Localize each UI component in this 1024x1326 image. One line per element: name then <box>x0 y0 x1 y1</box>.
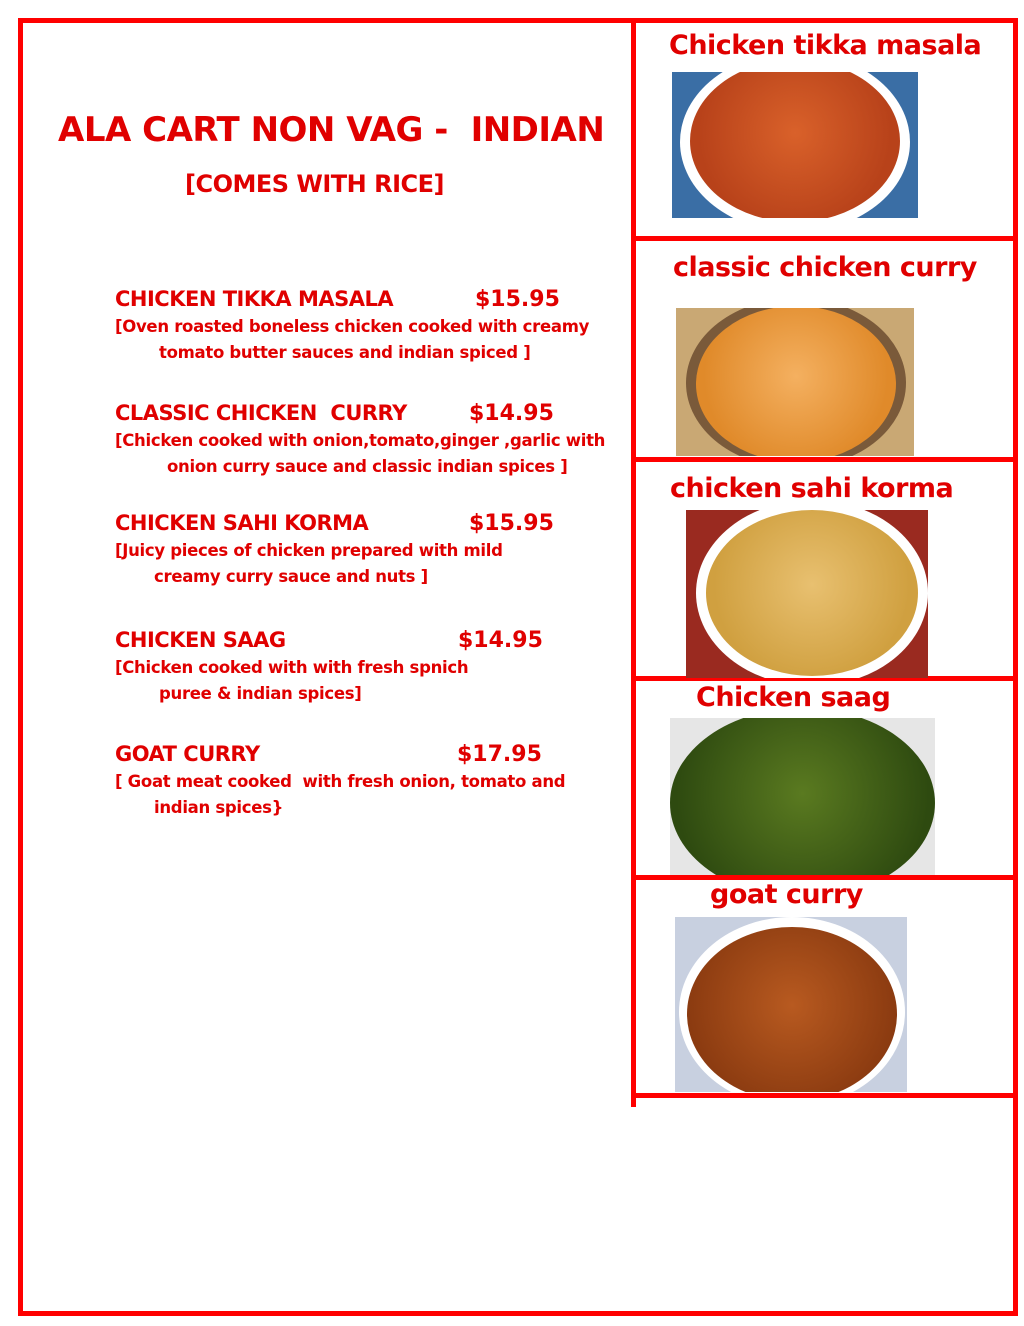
row-divider <box>633 457 1013 462</box>
dish-title: Chicken tikka masala <box>669 30 982 61</box>
menu-subtitle: [COMES WITH RICE] <box>185 170 445 198</box>
item-description: onion curry sauce and classic indian spices ] <box>167 457 568 476</box>
item-description: [Chicken cooked with with fresh spnich <box>115 658 469 677</box>
item-description: [Juicy pieces of chicken prepared with mild <box>115 541 503 560</box>
menu-item <box>115 628 595 707</box>
item-description: puree & indian spices] <box>159 684 362 703</box>
column-divider <box>631 18 636 1107</box>
dish-title: goat curry <box>710 879 863 910</box>
dish-photo <box>676 308 914 456</box>
dish-title: classic chicken curry <box>673 252 977 283</box>
menu-item <box>115 401 606 480</box>
item-name: CHICKEN TIKKA MASALA <box>115 287 394 311</box>
dish-title: chicken sahi korma <box>670 473 954 504</box>
menu-item <box>115 511 595 590</box>
dish-photo <box>672 72 918 218</box>
dish-title: Chicken saag <box>696 682 891 713</box>
item-name: CLASSIC CHICKEN CURRY <box>115 401 407 425</box>
item-price: $14.95 <box>469 401 554 426</box>
item-name: GOAT CURRY <box>115 742 260 766</box>
item-description: creamy curry sauce and nuts ] <box>154 567 428 586</box>
item-price: $17.95 <box>457 742 542 767</box>
row-divider <box>633 1093 1013 1098</box>
menu-item <box>115 742 595 821</box>
item-description: [Oven roasted boneless chicken cooked with creamy <box>115 317 590 336</box>
item-description: [ Goat meat cooked with fresh onion, tomato and <box>115 772 566 791</box>
dish-photo <box>675 917 907 1092</box>
menu-title: ALA CART NON VAG - INDIAN <box>58 110 605 150</box>
item-name: CHICKEN SAAG <box>115 628 286 652</box>
row-divider <box>633 236 1013 241</box>
item-name: CHICKEN SAHI KORMA <box>115 511 369 535</box>
menu-item <box>115 287 595 366</box>
item-price: $14.95 <box>458 628 543 653</box>
item-price: $15.95 <box>469 511 554 536</box>
item-description: tomato butter sauces and indian spiced ] <box>159 343 531 362</box>
item-price: $15.95 <box>475 287 560 312</box>
item-description: [Chicken cooked with onion,tomato,ginger ,garlic with <box>115 431 606 450</box>
dish-photo <box>670 718 935 875</box>
item-description: indian spices} <box>154 798 284 817</box>
dish-photo <box>686 510 928 678</box>
